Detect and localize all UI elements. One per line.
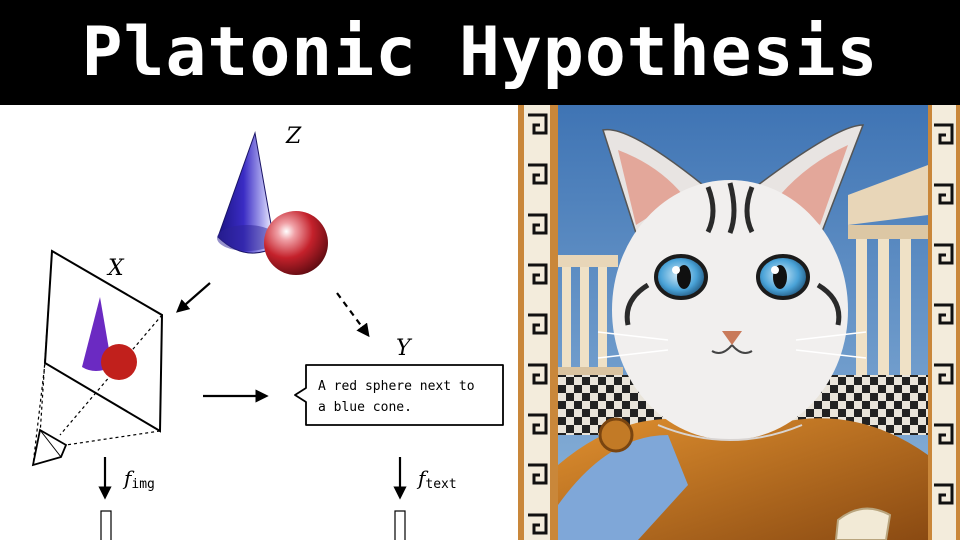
red-sphere	[264, 211, 328, 275]
title-bar	[0, 0, 960, 105]
cat-mosaic-artwork	[518, 105, 960, 540]
text-embedding	[395, 511, 405, 540]
caption-line-2: a blue cone.	[318, 400, 412, 415]
caption-bubble-y	[295, 365, 503, 425]
image-projection-x	[33, 251, 162, 465]
arrow-z-to-y	[337, 293, 368, 335]
world-objects-z	[217, 133, 328, 275]
label-z: Z	[286, 124, 302, 149]
platonic-diagram-panel	[0, 105, 518, 540]
philosopher-cat-mosaic	[518, 105, 960, 540]
image-embedding	[101, 511, 111, 540]
toga-clasp	[600, 419, 632, 451]
caption-line-1: A red sphere next to	[318, 379, 475, 394]
page-title: Platonic Hypothesis	[81, 13, 879, 92]
platonic-diagram	[0, 105, 518, 540]
label-x: X	[108, 256, 124, 281]
cat-face	[612, 180, 848, 440]
projected-sphere	[101, 344, 137, 380]
label-f-text: ftext	[418, 466, 457, 492]
arrow-z-to-x	[178, 283, 210, 311]
label-y: Y	[396, 336, 411, 361]
label-f-img: fimg	[124, 466, 155, 492]
camera-icon	[33, 430, 66, 465]
